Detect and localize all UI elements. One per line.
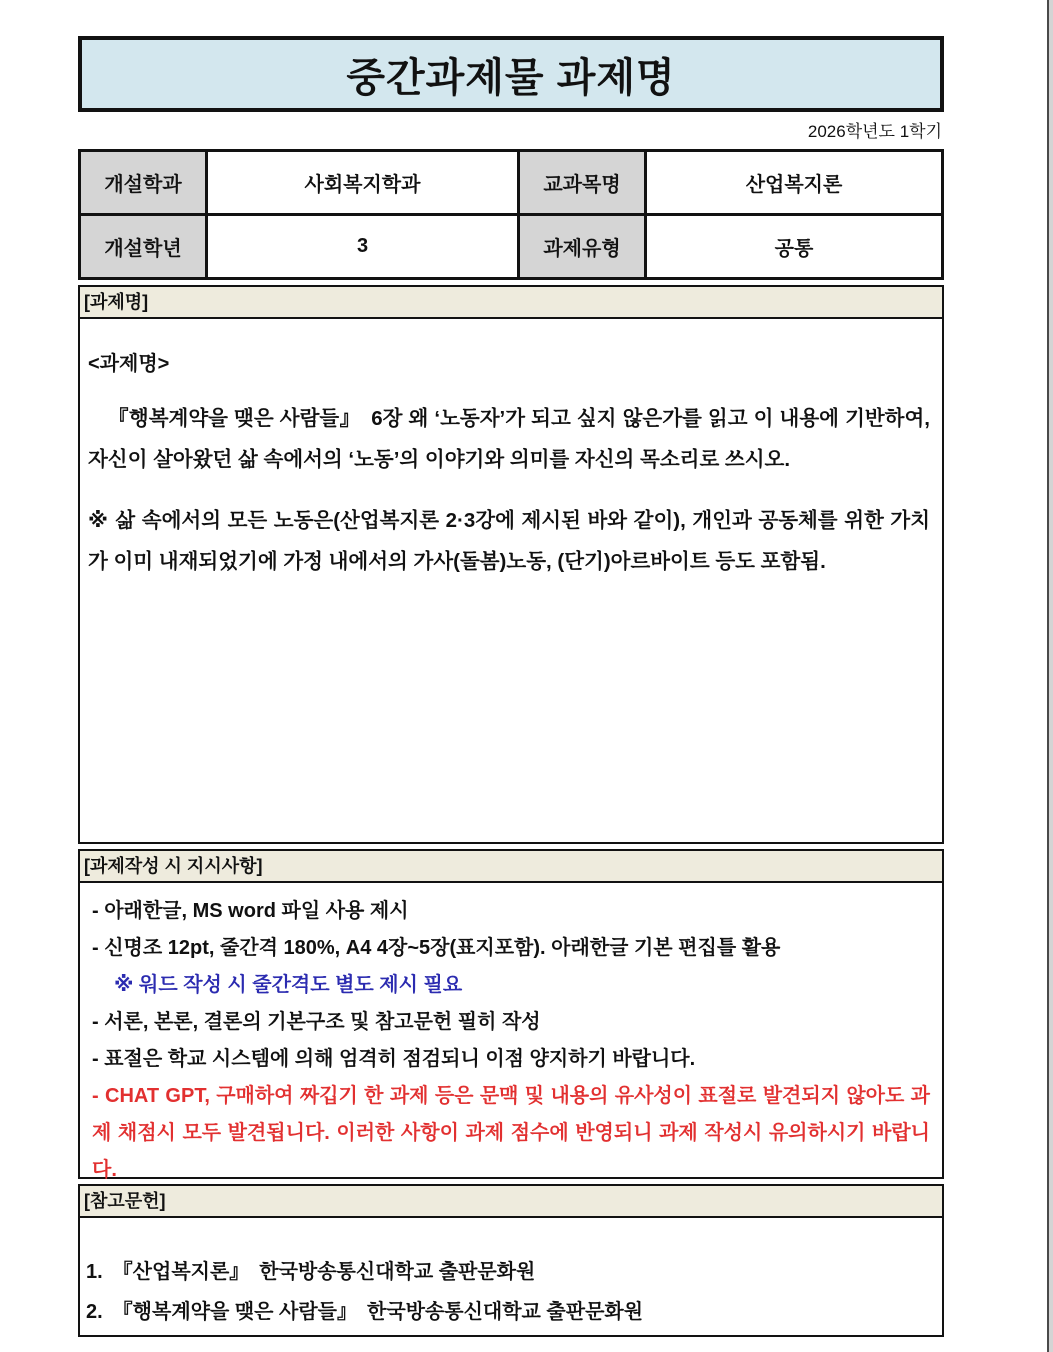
section-header-assignment: [과제명]	[78, 285, 944, 319]
instruction-item: - 신명조 12pt, 줄간격 180%, A4 4장~5장(표지포함). 아래한글 기본 편집틀 활용	[92, 937, 781, 959]
semester-label: 2026학년도 1학기	[807, 122, 942, 141]
cell-course-label: 교과목명	[519, 151, 646, 215]
cell-type-label: 과제유형	[519, 215, 646, 279]
instruction-item: - 서론, 본론, 결론의 기본구조 및 참고문헌 필히 작성	[92, 1011, 541, 1033]
course-info-table	[78, 149, 944, 280]
cell-course-value: 산업복지론	[646, 151, 943, 215]
cell-type-value: 공통	[646, 215, 943, 279]
instruction-item: - 표절은 학교 시스템에 의해 엄격히 점검되니 이점 양지하기 바랍니다.	[92, 1048, 696, 1070]
instruction-item-note-blue: ※ 워드 작성 시 줄간격도 별도 제시 필요	[114, 974, 463, 996]
assignment-content-box	[78, 319, 944, 844]
cell-year-label: 개설학년	[80, 215, 207, 279]
document-title: 중간과제물 과제명	[346, 55, 676, 100]
reference-item: 2. 『행복계약을 맺은 사람들』 한국방송통신대학교 출판문화원	[86, 1301, 644, 1323]
cell-year-value: 3	[207, 215, 519, 279]
cell-department-value: 사회복지학과	[207, 151, 519, 215]
instructions-content-box	[78, 883, 944, 1179]
instruction-item-warning-red: - CHAT GPT, 구매하여 짜깁기 한 과제 등은 문맥 및 내용의 유사성이 표절로 발견되지 않아도 과제 채점시 모두 발견됩니다. 이러한 사항이 과제 점수에 반영되니 과제 작성시 유의하시기 바랍니다.	[92, 1085, 930, 1181]
table-row	[80, 215, 943, 279]
assignment-paragraph-2: ※ 삶 속에서의 모든 노동은(산업복지론 2·3강에 제시된 바와 같이), 개인과 공동체를 위한 가치가 이미 내재되었기에 가정 내에서의 가사(돌봄)노동, (단기)아르바이트 등도 포함됨.	[88, 509, 930, 573]
assignment-paragraph-1: 『행복계약을 맺은 사람들』 6장 왜 ‘노동자’가 되고 싶지 않은가를 읽고 이 내용에 기반하여, 자신이 살아왔던 삶 속에서의 ‘노동’의 이야기와 의미를 자신의 목소리로 쓰시오.	[88, 407, 930, 471]
section-header-references: [참고문헌]	[78, 1184, 944, 1218]
cell-department-label: 개설학과	[80, 151, 207, 215]
assignment-cover-sheet	[78, 36, 944, 1337]
references-content-box	[78, 1218, 944, 1337]
document-title-box	[78, 36, 944, 112]
section-header-instructions: [과제작성 시 지시사항]	[78, 849, 944, 883]
reference-item: 1. 『산업복지론』 한국방송통신대학교 출판문화원	[86, 1261, 536, 1283]
page-edge-divider	[1047, 0, 1053, 1352]
table-row	[80, 151, 943, 215]
instruction-item: - 아래한글, MS word 파일 사용 제시	[92, 900, 409, 922]
assignment-subtitle: <과제명>	[88, 353, 170, 375]
